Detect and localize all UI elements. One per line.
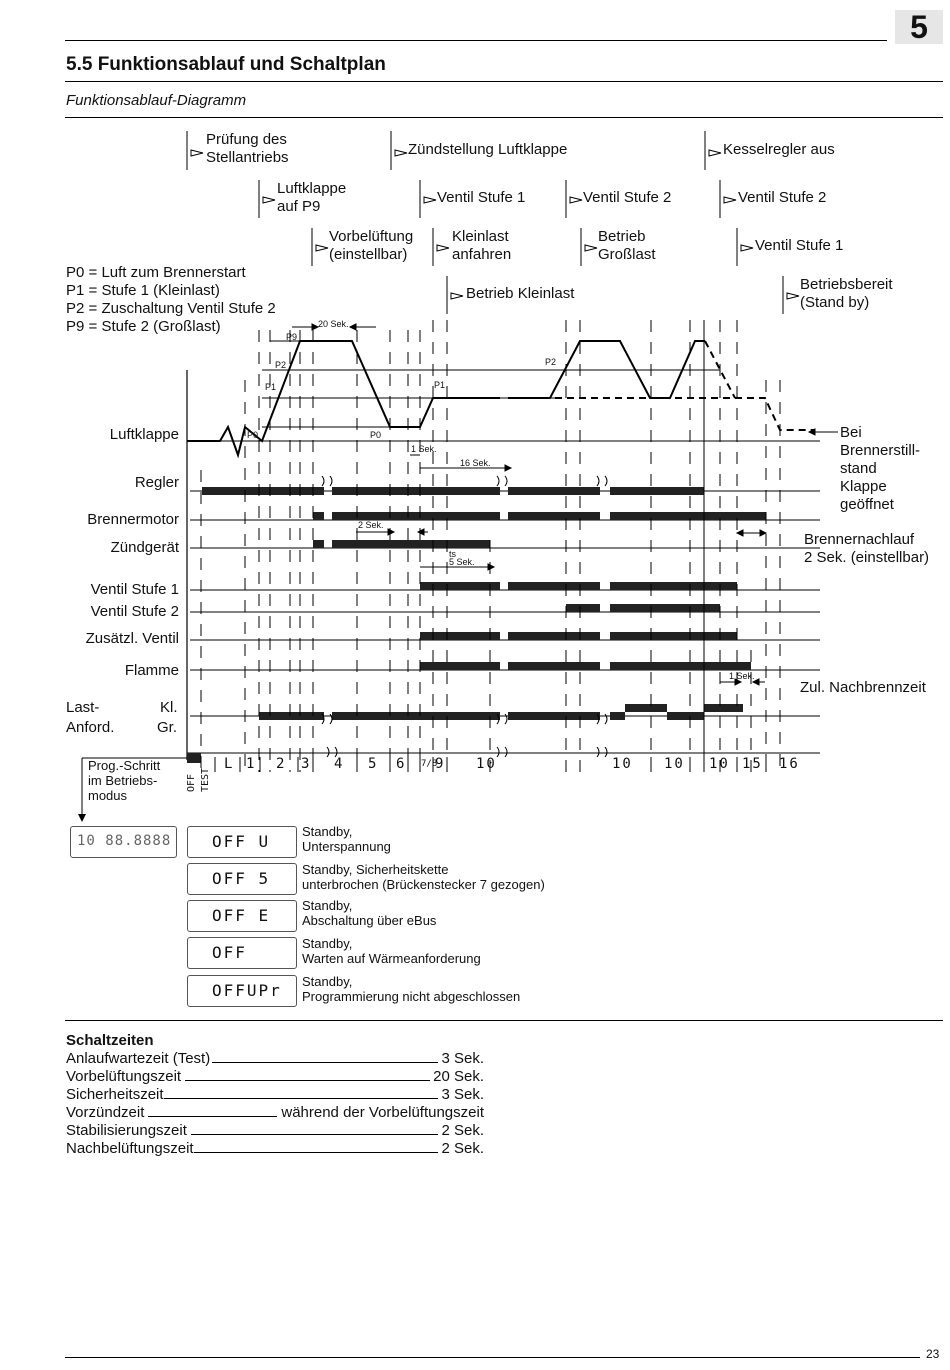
legend-p1: P1 = Stufe 1 (Kleinlast) bbox=[66, 282, 220, 299]
row-ventil2: Ventil Stufe 2 bbox=[90, 603, 179, 620]
event-luftklappe-p9: Luftklappe auf P9 bbox=[277, 180, 347, 215]
sz-leader bbox=[191, 1134, 439, 1135]
sz-row bbox=[66, 1104, 484, 1122]
status-code-upr: OFFUPr bbox=[212, 981, 282, 1000]
note-brennernachlauf: Brennernachlauf 2 Sek. (einstellbar) bbox=[804, 531, 930, 566]
status-desc-5: Standby, Sicherheitskette unterbrochen (Brückenstecker 7 gezogen) bbox=[302, 862, 545, 892]
time-5sek: 5 Sek. bbox=[449, 557, 475, 567]
sz-label: Sicherheitszeit bbox=[66, 1086, 164, 1103]
sz-value: 20 Sek. bbox=[433, 1068, 484, 1085]
pos-p0: P0 bbox=[247, 430, 259, 440]
legend-p0: P0 = Luft zum Brennerstart bbox=[66, 264, 246, 281]
status-box-upr bbox=[187, 975, 297, 1007]
prog-label: Prog.-Schritt im Betriebs- modus bbox=[88, 758, 161, 803]
row-last: Last- bbox=[66, 699, 100, 716]
row-ventil1: Ventil Stufe 1 bbox=[90, 581, 179, 598]
step-10-a: 10 bbox=[476, 756, 497, 772]
time-1sek-b: 1 Sek. bbox=[729, 671, 755, 681]
step-16: 16 bbox=[779, 756, 800, 772]
time-2sek: 2 Sek. bbox=[358, 520, 384, 530]
step-10-c: 10 bbox=[664, 756, 685, 772]
event-betrieb-klein: Betrieb Kleinlast bbox=[466, 285, 575, 302]
step-4: 4 bbox=[334, 756, 345, 772]
sz-value: während der Vorbelüftungszeit bbox=[281, 1104, 484, 1121]
step-6: 6 bbox=[396, 756, 407, 772]
sz-leader bbox=[164, 1098, 439, 1099]
status-desc-off: Standby, Warten auf Wärmeanforderung bbox=[302, 936, 481, 966]
event-ventil2-b: Ventil Stufe 2 bbox=[738, 189, 827, 206]
status-box-e bbox=[187, 900, 297, 932]
event-kesselregler: Kesselregler aus bbox=[723, 141, 835, 158]
display-example-text: 10 88.8888 bbox=[77, 833, 172, 849]
status-desc-upr: Standby, Programmierung nicht abgeschlossen bbox=[302, 974, 521, 1004]
sz-row bbox=[66, 1050, 484, 1068]
step-2: 2 bbox=[276, 756, 287, 772]
pos-p9: P9 bbox=[286, 332, 298, 342]
schaltzeiten-title: Schaltzeiten bbox=[66, 1032, 154, 1049]
step-off: OFF bbox=[186, 773, 197, 792]
step-1: 1 bbox=[246, 756, 257, 772]
time-1sek: 1 Sek. bbox=[411, 444, 437, 454]
time-16sek: 16 Sek. bbox=[460, 458, 491, 468]
time-ts: ts bbox=[449, 549, 457, 559]
pos-p0-b: P0 bbox=[370, 430, 382, 440]
step-10-d: 10 bbox=[709, 756, 730, 772]
row-kl: Kl. bbox=[160, 699, 178, 716]
footer-rule bbox=[65, 1357, 920, 1358]
row-flamme: Flamme bbox=[124, 662, 179, 679]
status-code-5: OFF 5 bbox=[212, 869, 271, 888]
status-box-5 bbox=[187, 863, 297, 895]
pos-p1: P1 bbox=[265, 382, 277, 392]
event-vorbelueftung: Vorbelüftung (einstellbar) bbox=[329, 228, 414, 263]
row-anford: Anford. bbox=[66, 719, 115, 736]
row-brennermotor: Brennermotor bbox=[87, 511, 179, 528]
pos-p1-b: P1 bbox=[434, 380, 446, 390]
step-test: TEST bbox=[200, 767, 211, 792]
step-9: 9 bbox=[435, 756, 446, 772]
pos-p2-b: P2 bbox=[545, 357, 557, 367]
sz-label: Stabilisierungszeit bbox=[66, 1122, 187, 1139]
page-number: 23 bbox=[926, 1347, 940, 1361]
row-luftklappe: Luftklappe bbox=[109, 426, 179, 443]
status-code-e: OFF E bbox=[212, 906, 271, 925]
event-pruefung: Prüfung des Stellantriebs bbox=[206, 131, 289, 166]
note-bei-brennerstillstand: Bei Brennerstill- stand Klappe geöffnet bbox=[840, 424, 921, 513]
step-5: 5 bbox=[368, 756, 379, 772]
note-nachbrennzeit: Zul. Nachbrennzeit bbox=[800, 679, 926, 696]
schaltzeiten-list bbox=[66, 1050, 484, 1158]
status-desc-u: Standby, Unterspannung bbox=[302, 824, 391, 854]
sz-leader bbox=[194, 1152, 439, 1153]
sz-leader bbox=[148, 1116, 277, 1117]
status-code-off: OFF bbox=[212, 943, 247, 962]
step-3: 3 bbox=[301, 756, 312, 772]
time-20sek: 20 Sek. bbox=[318, 319, 349, 329]
diagram-subtitle: Funktionsablauf-Diagramm bbox=[66, 92, 247, 109]
sz-label: Anlaufwartezeit (Test) bbox=[66, 1050, 211, 1067]
sz-leader bbox=[212, 1062, 438, 1063]
sz-label: Nachbelüftungszeit bbox=[66, 1140, 194, 1157]
step-l: L bbox=[224, 756, 235, 772]
status-code-u: OFF U bbox=[212, 832, 271, 851]
event-zuendstellung: Zündstellung Luftklappe bbox=[408, 141, 568, 158]
step-7-8: 7/8 bbox=[421, 759, 438, 769]
step-15: 15 bbox=[742, 756, 763, 772]
sz-row bbox=[66, 1086, 484, 1104]
event-kleinlast-anfahren: Kleinlast anfahren bbox=[452, 228, 512, 263]
status-desc-e: Standby, Abschaltung über eBus bbox=[302, 898, 437, 928]
sz-row bbox=[66, 1068, 484, 1086]
sz-value: 2 Sek. bbox=[441, 1140, 484, 1157]
sz-value: 2 Sek. bbox=[441, 1122, 484, 1139]
row-regler: Regler bbox=[134, 474, 179, 491]
event-ventil2-a: Ventil Stufe 2 bbox=[583, 189, 672, 206]
status-box-u bbox=[187, 826, 297, 858]
legend-p2: P2 = Zuschaltung Ventil Stufe 2 bbox=[66, 300, 276, 317]
row-zusaetzl: Zusätzl. Ventil bbox=[85, 630, 179, 647]
section-title: 5.5 Funktionsablauf und Schaltplan bbox=[66, 54, 386, 75]
event-ventil1-a: Ventil Stufe 1 bbox=[437, 189, 526, 206]
chapter-number: 5 bbox=[895, 10, 943, 44]
sz-value: 3 Sek. bbox=[441, 1050, 484, 1067]
row-gr: Gr. bbox=[157, 719, 178, 736]
sz-label: Vorbelüftungszeit bbox=[66, 1068, 182, 1085]
sz-value: 3 Sek. bbox=[441, 1086, 484, 1103]
schaltzeiten-rule bbox=[65, 1020, 943, 1021]
row-zuendgeraet: Zündgerät bbox=[110, 539, 179, 556]
event-ventil1-b: Ventil Stufe 1 bbox=[755, 237, 844, 254]
sz-label: Vorzündzeit bbox=[66, 1104, 145, 1121]
sz-row bbox=[66, 1140, 484, 1158]
step-10-b: 10 bbox=[612, 756, 633, 772]
display-example-box bbox=[70, 826, 177, 858]
pos-p2: P2 bbox=[275, 360, 287, 370]
sz-row bbox=[66, 1122, 484, 1140]
status-box-off bbox=[187, 937, 297, 969]
sz-leader bbox=[185, 1080, 430, 1081]
event-betriebsbereit: Betriebsbereit (Stand by) bbox=[800, 276, 893, 311]
legend-p9: P9 = Stufe 2 (Großlast) bbox=[66, 318, 221, 335]
event-betrieb-gross: Betrieb Großlast bbox=[598, 228, 656, 263]
